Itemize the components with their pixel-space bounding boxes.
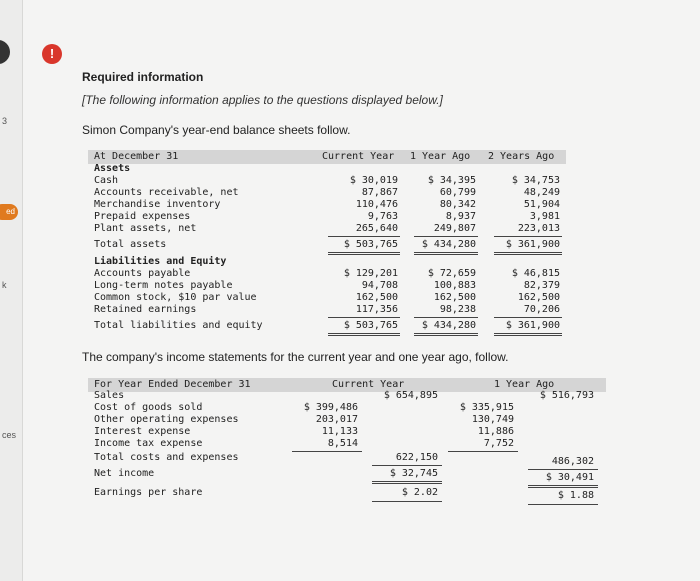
is-header-label: For Year Ended December 31	[94, 379, 251, 390]
row-value: 87,867	[361, 187, 398, 198]
eps-label: Earnings per share	[94, 487, 203, 498]
info-note: [The following information applies to the questions displayed below.]	[82, 93, 443, 107]
row-value: 82,379	[523, 280, 560, 291]
row-value: 8,514	[327, 438, 358, 449]
row-value: $ 34,395	[427, 175, 476, 186]
row-value: 3,981	[529, 211, 560, 222]
row-label: Accounts payable	[94, 268, 191, 279]
row-label: Income tax expense	[94, 438, 203, 449]
row-label: Common stock, $10 par value	[94, 292, 257, 303]
assets-title: Assets	[94, 163, 131, 174]
row-value: 80,342	[439, 199, 476, 210]
sidebar-label-3: k	[2, 280, 7, 290]
total-assets-c2: $ 434,280	[421, 239, 476, 250]
row-value: 162,500	[433, 292, 476, 303]
row-value: 223,013	[517, 223, 560, 234]
row-value: $ 129,201	[343, 268, 398, 279]
row-value: 48,249	[523, 187, 560, 198]
total-liab-label: Total liabilities and equity	[94, 320, 263, 331]
row-label: Merchandise inventory	[94, 199, 221, 210]
sales-prev: $ 516,793	[539, 390, 594, 401]
row-value: 11,133	[321, 426, 358, 437]
total-costs-label: Total costs and expenses	[94, 452, 239, 463]
row-value: 249,807	[433, 223, 476, 234]
row-value: 51,904	[523, 199, 560, 210]
row-value: $ 34,753	[511, 175, 560, 186]
total-costs-cur: 622,150	[395, 452, 438, 463]
row-value: 265,640	[355, 223, 398, 234]
row-label: Long-term notes payable	[94, 280, 233, 291]
row-label: Other operating expenses	[94, 414, 239, 425]
row-value: 203,017	[315, 414, 358, 425]
row-value: $ 30,019	[349, 175, 398, 186]
sidebar-badge[interactable]: ed	[0, 204, 18, 220]
row-label: Accounts receivable, net	[94, 187, 239, 198]
row-value: 7,752	[483, 438, 514, 449]
row-label: Prepaid expenses	[94, 211, 191, 222]
row-value: 100,883	[433, 280, 476, 291]
left-sidebar	[0, 0, 23, 581]
row-value: 162,500	[517, 292, 560, 303]
total-assets-c1: $ 503,765	[343, 239, 398, 250]
row-value: 98,238	[439, 304, 476, 315]
row-value: $ 72,659	[427, 268, 476, 279]
income-intro: The company's income statements for the current year and one year ago, follow.	[82, 350, 509, 364]
eps-prev: $ 1.88	[557, 490, 594, 501]
row-value: $ 335,915	[459, 402, 514, 413]
net-income-label: Net income	[94, 468, 155, 479]
alert-icon: !	[42, 44, 62, 64]
row-value: 60,799	[439, 187, 476, 198]
row-label: Plant assets, net	[94, 223, 197, 234]
row-value: 162,500	[355, 292, 398, 303]
total-assets-c3: $ 361,900	[505, 239, 560, 250]
bs-header-1y: 1 Year Ago	[410, 151, 471, 162]
bs-header-2y: 2 Years Ago	[488, 151, 555, 162]
bs-header-current: Current Year	[322, 151, 395, 162]
sales-cur: $ 654,895	[383, 390, 438, 401]
row-value: 11,886	[477, 426, 514, 437]
is-header-current: Current Year	[332, 379, 405, 390]
total-liab-c3: $ 361,900	[505, 320, 560, 331]
total-costs-prev: 486,302	[551, 456, 594, 467]
total-liab-c1: $ 503,765	[343, 320, 398, 331]
sales-label: Sales	[94, 390, 125, 401]
row-value: 8,937	[445, 211, 476, 222]
sidebar-label-1: 3	[2, 116, 8, 126]
row-label: Interest expense	[94, 426, 191, 437]
row-label: Retained earnings	[94, 304, 197, 315]
row-value: 70,206	[523, 304, 560, 315]
required-info-title: Required information	[82, 70, 204, 84]
row-label: Cost of goods sold	[94, 402, 203, 413]
row-value: $ 46,815	[511, 268, 560, 279]
row-value: 110,476	[355, 199, 398, 210]
income-statement-table	[88, 376, 608, 511]
row-value: 130,749	[471, 414, 514, 425]
balance-sheet-table	[88, 148, 568, 338]
row-value: $ 399,486	[303, 402, 358, 413]
sidebar-label-4: ces	[2, 430, 17, 440]
row-value: 9,763	[367, 211, 398, 222]
row-label: Cash	[94, 175, 119, 186]
nav-circle-icon[interactable]	[0, 40, 10, 64]
net-income-prev: $ 30,491	[545, 472, 594, 483]
bs-header-label: At December 31	[94, 151, 179, 162]
total-assets-label: Total assets	[94, 239, 167, 250]
is-header-1y: 1 Year Ago	[494, 379, 555, 390]
row-value: 94,708	[361, 280, 398, 291]
net-income-cur: $ 32,745	[389, 468, 438, 479]
balance-intro: Simon Company's year-end balance sheets follow.	[82, 123, 351, 137]
row-value: 117,356	[355, 304, 398, 315]
liabilities-title: Liabilities and Equity	[94, 256, 227, 267]
eps-cur: $ 2.02	[401, 487, 438, 498]
total-liab-c2: $ 434,280	[421, 320, 476, 331]
